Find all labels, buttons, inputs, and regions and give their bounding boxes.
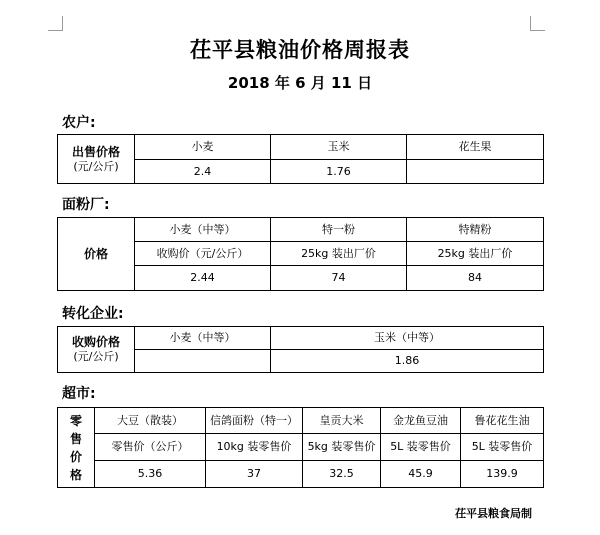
- row-label-char: 格: [69, 467, 82, 482]
- table-row: [58, 327, 544, 350]
- product-cell: 小麦（中等）: [135, 218, 271, 242]
- processor-price-table: [57, 326, 544, 373]
- section-heading-supermarket: 超市:: [62, 386, 96, 402]
- price-cell: [407, 160, 544, 184]
- row-unit: (元/公斤): [73, 350, 119, 364]
- price-cell: 37: [206, 461, 303, 488]
- flour-mill-price-table: [57, 217, 544, 291]
- unit-cell: 25kg 装出厂价: [271, 242, 407, 266]
- row-label-cell: [58, 218, 135, 291]
- row-label-char: 售: [69, 431, 82, 446]
- product-cell: 小麦: [135, 135, 271, 160]
- price-cell: 139.9: [461, 461, 544, 488]
- price-cell: 74: [271, 266, 407, 291]
- farmer-price-table: [57, 134, 544, 184]
- price-cell: 1.86: [271, 350, 544, 373]
- row-label-char: 价: [69, 449, 82, 464]
- price-cell: [135, 350, 271, 373]
- report-title: 茌平县粮油价格周报表: [190, 38, 410, 62]
- row-label: 价格: [83, 246, 108, 261]
- row-unit: (元/公斤): [73, 159, 119, 173]
- table-row: [58, 461, 544, 488]
- unit-cell: 5L 装零售价: [461, 434, 544, 461]
- unit-cell: 收购价（元/公斤）: [135, 242, 271, 266]
- price-cell: 2.44: [135, 266, 271, 291]
- product-cell: 皇贡大米: [303, 408, 381, 434]
- row-label-cell: [58, 135, 135, 184]
- product-cell: 鲁花花生油: [461, 408, 544, 434]
- unit-cell: 25kg 装出厂价: [407, 242, 544, 266]
- price-cell: 84: [407, 266, 544, 291]
- product-cell: 花生果: [407, 135, 544, 160]
- row-label: 出售价格: [71, 144, 120, 159]
- row-label-cell: [58, 408, 95, 488]
- issuer-footer: 茌平县粮食局制: [455, 507, 532, 520]
- report-date: 2018 年 6 月 11 日: [227, 74, 373, 92]
- table-row: [58, 434, 544, 461]
- product-cell: 特精粉: [407, 218, 544, 242]
- table-row: [58, 218, 544, 242]
- section-heading-farmer: 农户:: [62, 115, 96, 131]
- page-corner-mark-right: [530, 16, 545, 31]
- page-corner-mark-left: [48, 16, 63, 31]
- section-heading-flour-mill: 面粉厂:: [62, 197, 110, 213]
- unit-cell: 零售价（公斤）: [95, 434, 206, 461]
- unit-cell: 5L 装零售价: [381, 434, 461, 461]
- product-cell: 玉米（中等）: [271, 327, 544, 350]
- supermarket-price-table: [57, 407, 544, 488]
- product-cell: 玉米: [271, 135, 407, 160]
- product-cell: 特一粉: [271, 218, 407, 242]
- table-row: [58, 135, 544, 160]
- section-heading-processor: 转化企业:: [62, 306, 124, 322]
- row-label: 收购价格: [71, 335, 120, 350]
- price-cell: 45.9: [381, 461, 461, 488]
- unit-cell: 10kg 装零售价: [206, 434, 303, 461]
- row-label-cell: [58, 327, 135, 373]
- product-cell: 大豆（散装）: [95, 408, 206, 434]
- product-cell: 小麦（中等）: [135, 327, 271, 350]
- row-label-char: 零: [69, 413, 82, 428]
- price-cell: 1.76: [271, 160, 407, 184]
- product-cell: 信鸽面粉（特一）: [206, 408, 303, 434]
- unit-cell: 5kg 装零售价: [303, 434, 381, 461]
- product-cell: 金龙鱼豆油: [381, 408, 461, 434]
- table-row: [58, 408, 544, 434]
- price-cell: 32.5: [303, 461, 381, 488]
- price-cell: 5.36: [95, 461, 206, 488]
- price-cell: 2.4: [135, 160, 271, 184]
